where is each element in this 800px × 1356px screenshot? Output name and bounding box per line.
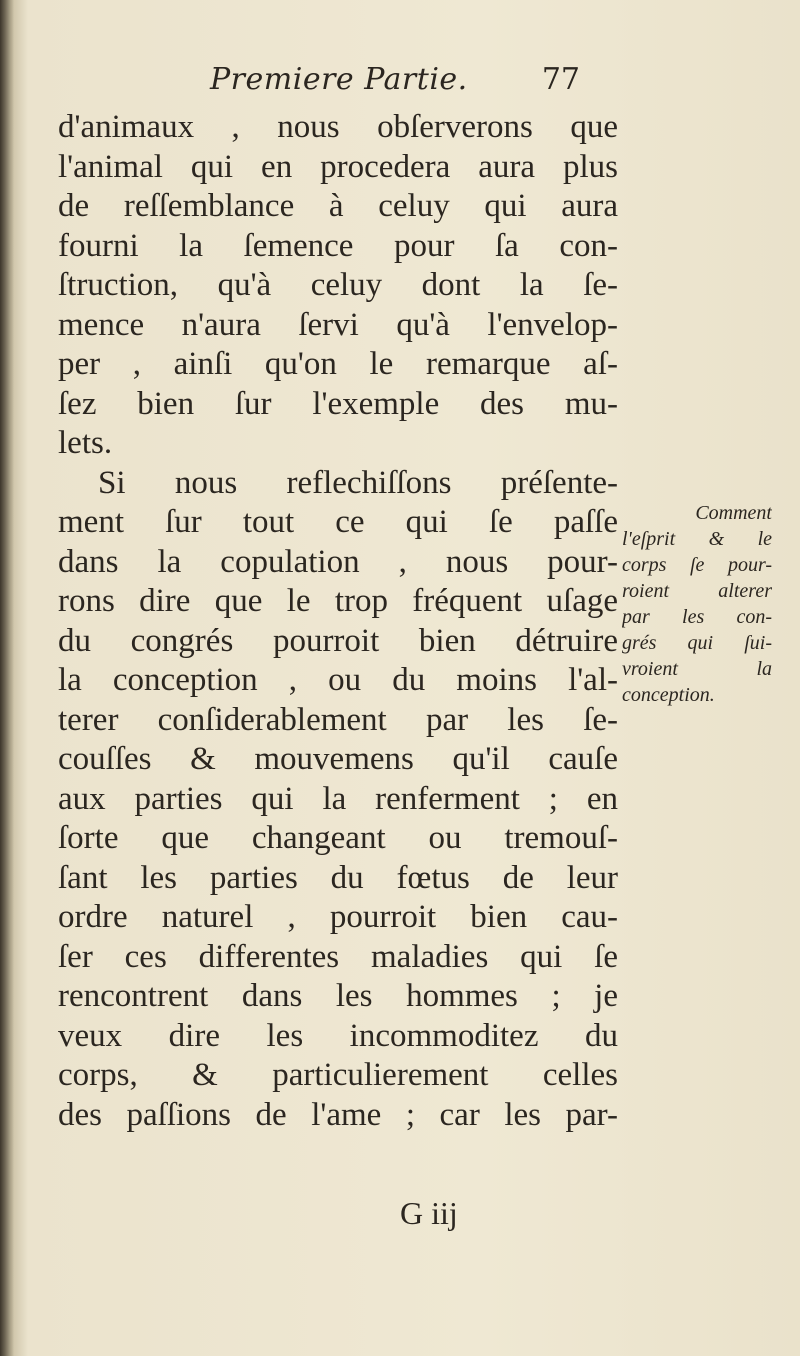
margin-note-line: Comment: [695, 502, 772, 524]
text-line: d'animaux , nous obſerverons que: [58, 109, 618, 145]
text-line: corps, & particulierement celles: [58, 1057, 618, 1093]
text-line: ſer ces differentes maladies qui ſe: [58, 938, 618, 975]
margin-note-line: par les con-: [622, 606, 772, 628]
text-line: ſorte que changeant ou tremouſ-: [58, 820, 618, 856]
text-line: veux dire les incommoditez du: [58, 1017, 618, 1054]
margin-note-line: grés qui ſui-: [622, 632, 772, 654]
text-line: ſtruction, qu'à celuy dont la ſe-: [58, 267, 618, 303]
running-title: Premiere Partie.: [210, 62, 468, 97]
text-line: du congrés pourroit bien détruire: [58, 622, 618, 659]
text-line: Si nous reflechiſſons préſente-: [98, 464, 618, 501]
text-line: couſſes & mouvemens qu'il cauſe: [58, 741, 618, 777]
margin-note: [622, 500, 772, 708]
page-number: 77: [541, 62, 580, 97]
text-line: des paſſions de l'ame ; car les par-: [58, 1096, 618, 1133]
body-text: [58, 108, 618, 1135]
margin-note-line: vroient la: [622, 658, 772, 680]
text-line: ordre naturel , pourroit bien cau-: [58, 899, 618, 935]
margin-note-line: roient alterer: [622, 580, 772, 602]
margin-note-line: conception.: [622, 684, 715, 706]
signature-mark: G iij: [400, 1195, 458, 1231]
text-line: l'animal qui en procedera aura plus: [58, 148, 618, 185]
text-line: rons dire que le trop fréquent uſage: [58, 583, 618, 619]
text-line: ment ſur tout ce qui ſe paſſe: [58, 504, 618, 540]
margin-note-line: corps ſe pour-: [622, 554, 772, 576]
text-line: ſez bien ſur l'exemple des mu-: [58, 385, 618, 422]
text-line: de reſſemblance à celuy qui aura: [58, 188, 618, 224]
text-line: la conception , ou du moins l'al-: [58, 662, 618, 698]
margin-note-line: l'eſprit & le: [622, 528, 772, 550]
text-line: rencontrent dans les hommes ; je: [58, 978, 618, 1014]
text-line: lets.: [58, 425, 113, 461]
text-line: aux parties qui la renferment ; en: [58, 780, 618, 817]
text-line: dans la copulation , nous pour-: [58, 543, 618, 580]
text-line: terer conſiderablement par les ſe-: [58, 701, 618, 738]
text-line: per , ainſi qu'on le remarque aſ-: [58, 346, 618, 382]
text-line: mence n'aura ſervi qu'à l'envelop-: [58, 306, 618, 343]
text-line: fourni la ſemence pour ſa con-: [58, 227, 618, 264]
page-header: [210, 62, 600, 104]
text-line: ſant les parties du fœtus de leur: [58, 859, 618, 896]
binding-edge: [0, 0, 14, 1356]
